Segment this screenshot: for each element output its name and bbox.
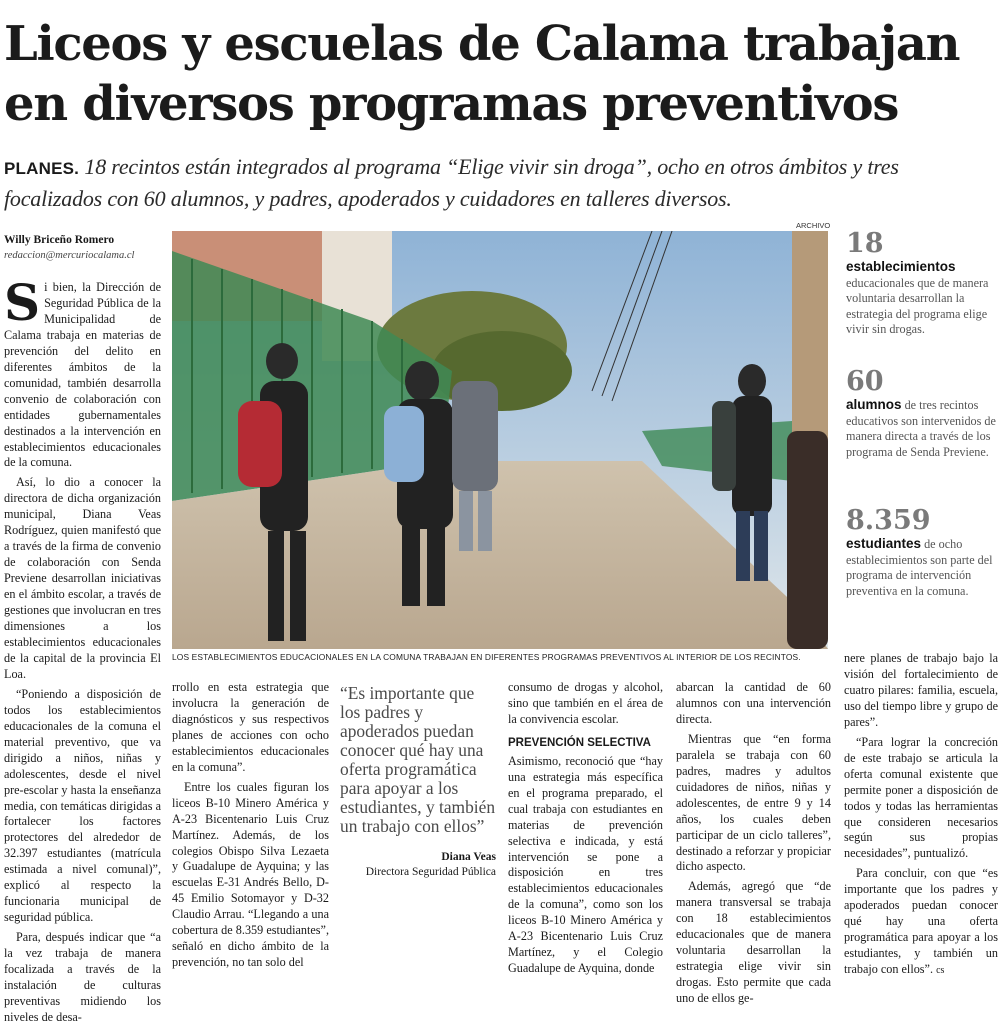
photo-credit: ARCHIVO [796,221,831,230]
byline [4,232,164,264]
pull-quote-role: Directora Seguridad Pública [365,866,496,878]
body-paragraph: Si bien, la Dirección de Seguridad Pública de la Municipalidad de Calama trabaja en materias de prevención del delito en diferentes ámbitos de la comunidad, también desarrolla convenio de colaboración con entidades gubernamentales destinados a la intervención en establecimientos educacionales de la comuna. [4,273,161,470]
body-paragraph: nere planes de trabajo bajo la visión del fortalecimiento de cuatro pilares: familia, escuela, uso del tiempo libre y grupo de pares”. [844,651,998,729]
body-paragraph: rrollo en esta estrategia que involucra la generación de diagnósticos y sus respectivos planes de acciones con ocho establecimientos educacionales en la comuna”. [172,680,329,774]
body-paragraph: Además, agregó que “de manera transversal se trabaja con 18 establecimientos educacionales que de manera voluntaria desarrollan la estrategia elige vivir sin drogas. Esto permite que cada uno de ellos ge- [676,879,831,1006]
pull-quote [340,684,496,880]
body-paragraph: Para, después indicar que “a la vez trabaja de manera focalizada a través de la instalación de culturas preventivas midiendo los niveles de desa- [4,930,161,1024]
stat-label: alumnos [846,397,902,412]
pull-quote-name: Diana Veas [441,851,496,863]
stat-box [846,367,998,460]
body-paragraph: abarcan la cantidad de 60 alumnos con una intervención directa. [676,680,831,726]
stat-label: establecimientos [846,259,956,274]
author-name: Willy Briceño Romero [4,234,115,246]
stat-box [846,506,998,599]
body-column-4 [676,680,831,1011]
stat-label: estudiantes [846,536,922,551]
body-paragraph: “Poniendo a disposición de todos los establecimientos educacionales de la comuna el material preventivo, que va dirigido a niños, niñas y adolescentes, desde el nivel pre-escolar y hasta la enseñanza media, con temáticas dirigidas a fortalecer los factores protectores del alrededor de 32.397 estudiantes (matrícula estimada a nivel comunal)”, explicó al respecto la funcionaria municipal de seguridad pública. [4,686,161,925]
stat-text: educacionales que de manera voluntaria desarrollan la estrategia del programa elige vivir sin drogas. [846,275,989,337]
deck-kicker: PLANES. [4,159,80,178]
pull-quote-text: “Es importante que los padres y apoderados puedan conocer qué hay una oferta programática para apoyar a los estudiantes, y también un trabajo con ellos” [340,683,496,836]
subheading: PREVENCIÓN SELECTIVA [508,736,651,749]
body-paragraph: consumo de drogas y alcohol, sino que también en el área de la convivencia escolar. [508,680,663,726]
stat-number: 60 [846,366,884,397]
body-paragraph: Mientras que “en forma paralela se trabaja con 60 padres, madres y adultos cuidadores de niños, niñas y adolescentes, de entre 9 y 14 años, los cuales deben participar de un ciclo talleres”, destinado a reforzar y propiciar dicho aspecto. [676,731,831,874]
body-column-2 [172,680,329,975]
stat-text: de tres recintos educativos son intervenidos de manera directa a través de los programa de Senda Previene. [846,398,996,459]
body-paragraph: Asimismo, reconoció que “hay una estrategia más específica en el programa preparado, el cual trabaja con estudiantes en materias de prevención selectiva e indicada, y está intervención se pone a disposición en tres establecimientos educacionales de la comuna”, como son los liceos B-10 Minero América y A-23 Bicentenario Luis Cruz Martínez, y el Colegio Guadalupe de Ayquina, donde [508,753,663,976]
stat-number: 8.359 [846,505,931,536]
deck-text: 18 recintos están integrados al programa “Elige vivir sin droga”, ocho en otros ámbitos y tres focalizados con 60 alumnos, y padres, apoderados y cuidadores en talleres diversos. [4,154,899,211]
body-column-3 [508,680,663,981]
stat-text: de ocho establecimientos son parte del programa de intervención preventiva en la comuna. [846,537,993,598]
article-photo [172,231,828,649]
body-paragraph: “Para lograr la concreción de este trabajo se articula la oferta comunal existente que permite poner a disposición de todos y todas las herramientas que consideren necesarios según sus propias necesidades”, puntualizó. [844,734,998,861]
deck [4,152,994,214]
stat-number: 18 [846,228,884,259]
body-paragraph: Para concluir, con que “es importante que los padres y apoderados puedan conocer qué hay una oferta programática para apoyar a los estudiantes, y también un trabajo con ellos”. cs [844,866,998,977]
body-column-1 [4,273,161,1030]
body-column-5 [844,651,998,983]
photo-caption: LOS ESTABLECIMIENTOS EDUCACIONALES EN LA COMUNA TRABAJAN EN DIFERENTES PROGRAMAS PREVENTIVOS AL INTERIOR DE LOS RECINTOS. [172,652,801,662]
end-mark: cs [936,965,945,977]
headline: Liceos y escuelas de Calama trabajan en diversos programas preventivos [4,16,960,132]
author-email: redaccion@mercuriocalama.cl [4,250,135,261]
body-paragraph: Así, lo dio a conocer la directora de dicha organización municipal, Diana Veas Rodríguez, quien manifestó que a través de la firma de convenio de colaboración con Senda Previene desarrollan iniciativas en el ámbito escolar, a través de gestiones que involucran en tres dimensiones a los establecimientos educacionales de la capital de la provincia El Loa. [4,475,161,681]
stat-box [846,229,998,338]
body-paragraph: Entre los cuales figuran los liceos B-10 Minero América y A-23 Bicentenario Luis Cruz Martínez. Además, de los colegios Obispo Silva Lezaeta y Guadalupe de Ayquina; y las escuelas E-31 Andrés Bello, D-45 Emilio Sotomayor y D-32 Claudio Arrau. “Llegando a una cobertura de 8.359 estudiantes”, señaló en dicho ámbito de la prevención, no tan solo del [172,779,329,970]
drop-cap: S [4,273,41,332]
